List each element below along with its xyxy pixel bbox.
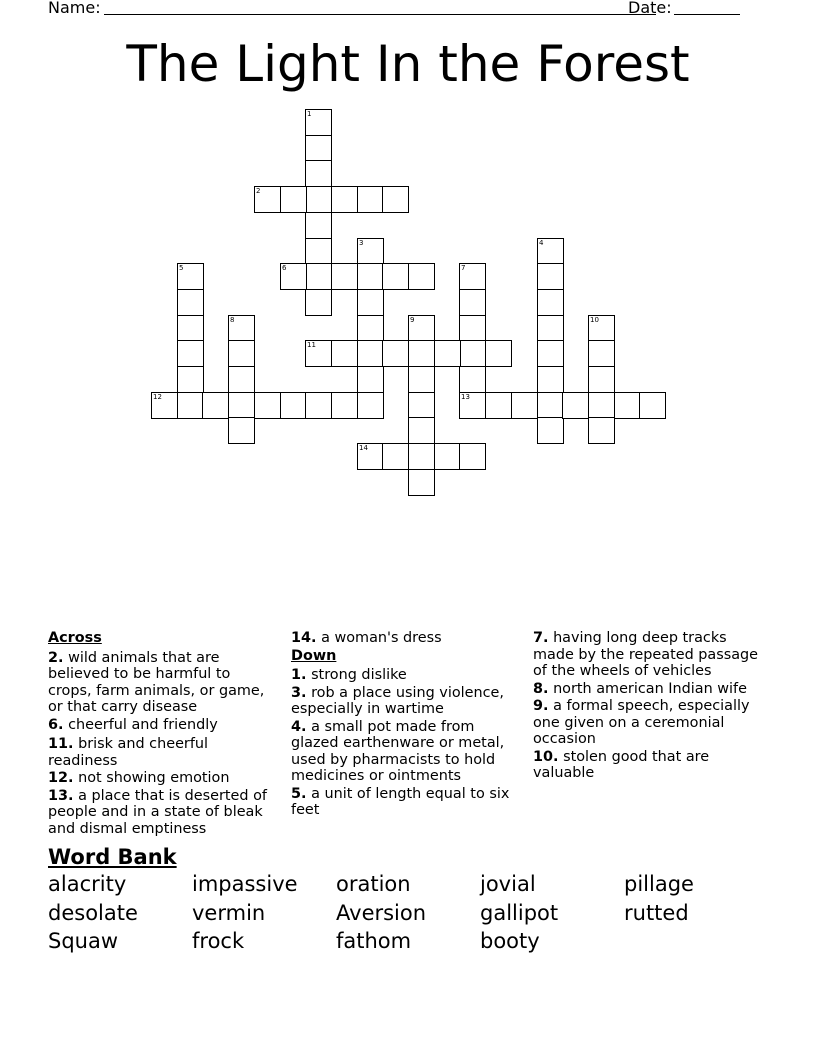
crossword-cell[interactable] xyxy=(177,392,204,419)
crossword-cell[interactable] xyxy=(588,315,615,342)
clue-across-2: 2. wild animals that are believed to be harmful to crops, farm animals, or game, or that carry disease xyxy=(48,649,265,715)
crossword-cell[interactable] xyxy=(357,340,384,367)
clue-number: 1 xyxy=(307,110,312,118)
word-bank xyxy=(48,872,768,954)
crossword-cell[interactable] xyxy=(408,392,435,419)
crossword-cell[interactable] xyxy=(537,417,564,444)
clue-across-6: 6. cheerful and friendly xyxy=(48,716,218,733)
crossword-cell[interactable] xyxy=(408,263,435,290)
crossword-cell[interactable] xyxy=(254,392,281,419)
date-label: Date: xyxy=(628,0,672,17)
crossword-cell[interactable] xyxy=(459,366,486,393)
crossword-cell[interactable] xyxy=(305,392,332,419)
crossword-cell[interactable] xyxy=(562,392,589,419)
clues-column-2 xyxy=(291,630,521,820)
crossword-cell[interactable] xyxy=(305,212,332,239)
clue-number: 10 xyxy=(590,316,599,324)
crossword-cell[interactable] xyxy=(537,289,564,316)
crossword-cell[interactable] xyxy=(177,315,204,342)
clue-number: 4 xyxy=(539,239,544,247)
clue-down-7: 7. having long deep tracks made by the repeated passage of the wheels of vehicles xyxy=(533,630,759,679)
clue-number: 14 xyxy=(359,444,368,452)
crossword-cell[interactable] xyxy=(537,263,564,290)
crossword-cell[interactable] xyxy=(588,417,615,444)
crossword-cell[interactable] xyxy=(408,443,435,470)
crossword-cell[interactable] xyxy=(588,366,615,393)
crossword-cell[interactable] xyxy=(537,315,564,342)
crossword-cell[interactable] xyxy=(408,417,435,444)
crossword-cell[interactable] xyxy=(228,417,255,444)
clue-number: 5 xyxy=(179,264,184,272)
word-bank-item: jovial xyxy=(480,872,536,896)
clue-number: 9 xyxy=(410,316,415,324)
word-bank-item: Aversion xyxy=(336,900,427,925)
clue-across-14: 14. a woman's dress xyxy=(291,630,442,646)
clue-across-13: 13. a place that is deserted of people and in a state of bleak and dismal emptiness xyxy=(48,787,267,837)
crossword-cell[interactable] xyxy=(202,392,229,419)
crossword-cell[interactable] xyxy=(305,160,332,187)
crossword-cell[interactable] xyxy=(459,443,486,470)
clue-across-11: 11. brisk and cheerful readiness xyxy=(48,736,209,769)
crossword-cell[interactable] xyxy=(408,366,435,393)
word-bank-item: gallipot xyxy=(480,900,559,925)
crossword-cell[interactable] xyxy=(305,340,332,367)
crossword-cell[interactable] xyxy=(511,392,538,419)
crossword-cell[interactable] xyxy=(357,238,384,265)
crossword-cell[interactable] xyxy=(382,263,409,290)
crossword-cell[interactable] xyxy=(357,289,384,316)
crossword-cell[interactable] xyxy=(305,109,332,136)
crossword-cell[interactable] xyxy=(254,186,281,213)
clue-down-5: 5. a unit of length equal to six feet xyxy=(291,785,510,818)
down-heading: Down xyxy=(291,647,337,664)
crossword-cell[interactable] xyxy=(305,289,332,316)
clues-column-1 xyxy=(48,630,278,838)
word-bank-item: impassive xyxy=(192,872,298,896)
crossword-cell[interactable] xyxy=(177,263,204,290)
name-label: Name: xyxy=(48,0,101,17)
word-bank-item: oration xyxy=(336,872,411,896)
word-bank-title: Word Bank xyxy=(48,845,177,869)
clue-down-4: 4. a small pot made from glazed earthenware or metal, used by pharmacists to hold medicines or ointments xyxy=(291,718,505,784)
crossword-cell[interactable] xyxy=(537,238,564,265)
crossword-cell[interactable] xyxy=(485,392,512,419)
clue-number: 2 xyxy=(256,187,261,195)
crossword-cell[interactable] xyxy=(537,340,564,367)
crossword-cell[interactable] xyxy=(305,238,332,265)
crossword-cell[interactable] xyxy=(537,392,564,419)
crossword-cell[interactable] xyxy=(357,263,384,290)
crossword-cell[interactable] xyxy=(357,315,384,342)
crossword-cell[interactable] xyxy=(408,469,435,496)
word-bank-item: booty xyxy=(480,929,540,953)
crossword-cell[interactable] xyxy=(331,186,358,213)
crossword-cell[interactable] xyxy=(305,263,332,290)
crossword-cell[interactable] xyxy=(331,263,358,290)
crossword-cell[interactable] xyxy=(280,263,307,290)
crossword-grid xyxy=(0,0,816,520)
crossword-cell[interactable] xyxy=(459,340,486,367)
crossword-cell[interactable] xyxy=(588,340,615,367)
crossword-cell[interactable] xyxy=(151,392,178,419)
clues-column-3 xyxy=(533,630,765,783)
clue-number: 12 xyxy=(153,393,162,401)
word-bank-item: frock xyxy=(192,929,245,953)
crossword-cell[interactable] xyxy=(408,315,435,342)
clue-down-8: 8. north american Indian wife xyxy=(533,680,747,697)
crossword-cell[interactable] xyxy=(305,186,332,213)
word-bank-item: Squaw xyxy=(48,929,119,953)
crossword-cell[interactable] xyxy=(228,315,255,342)
clue-down-9: 9. a formal speech, especially one given on a ceremonial occasion xyxy=(533,698,750,747)
page-title: The Light In the Forest xyxy=(126,35,690,93)
crossword-cell[interactable] xyxy=(537,366,564,393)
crossword-cell[interactable] xyxy=(177,289,204,316)
clue-down-1: 1. strong dislike xyxy=(291,667,407,683)
crossword-cell[interactable] xyxy=(382,340,409,367)
crossword-cell[interactable] xyxy=(459,289,486,316)
clue-number: 8 xyxy=(230,316,235,324)
crossword-cell[interactable] xyxy=(357,392,384,419)
crossword-cell[interactable] xyxy=(280,392,307,419)
clue-number: 11 xyxy=(307,341,316,349)
crossword-cell[interactable] xyxy=(614,392,641,419)
clue-down-10: 10. stolen good that are valuable xyxy=(533,748,710,781)
crossword-cell[interactable] xyxy=(459,392,486,419)
word-bank-item: fathom xyxy=(336,929,412,953)
clue-number: 7 xyxy=(461,264,466,272)
clue-number: 3 xyxy=(359,239,364,247)
word-bank-item: alacrity xyxy=(48,872,127,896)
crossword-cell[interactable] xyxy=(639,392,666,419)
clue-number: 13 xyxy=(461,393,470,401)
crossword-cell[interactable] xyxy=(357,186,384,213)
word-bank-item: rutted xyxy=(624,900,689,925)
clue-number: 6 xyxy=(282,264,287,272)
crossword-cell[interactable] xyxy=(485,340,512,367)
crossword-cell[interactable] xyxy=(588,392,615,419)
clue-down-3: 3. rob a place using violence, especially in wartime xyxy=(291,684,504,717)
crossword-cell[interactable] xyxy=(382,186,409,213)
crossword-cell[interactable] xyxy=(305,135,332,162)
crossword-cell[interactable] xyxy=(177,366,204,393)
word-bank-item: vermin xyxy=(192,900,266,925)
crossword-cell[interactable] xyxy=(177,340,204,367)
crossword-cell[interactable] xyxy=(357,443,384,470)
crossword-cell[interactable] xyxy=(408,340,435,367)
crossword-cell[interactable] xyxy=(459,263,486,290)
crossword-cell[interactable] xyxy=(331,392,358,419)
crossword-cell[interactable] xyxy=(331,340,358,367)
clue-across-12: 12. not showing emotion xyxy=(48,770,230,786)
crossword-cell[interactable] xyxy=(228,340,255,367)
crossword-cell[interactable] xyxy=(434,443,461,470)
crossword-cell[interactable] xyxy=(280,186,307,213)
crossword-cell[interactable] xyxy=(382,443,409,470)
crossword-cell[interactable] xyxy=(434,340,461,367)
crossword-cell[interactable] xyxy=(228,392,255,419)
word-bank-item: desolate xyxy=(48,900,138,925)
crossword-cell[interactable] xyxy=(459,315,486,342)
word-bank-item: pillage xyxy=(624,872,694,896)
across-heading: Across xyxy=(48,630,102,646)
crossword-cell[interactable] xyxy=(228,366,255,393)
crossword-cell[interactable] xyxy=(357,366,384,393)
